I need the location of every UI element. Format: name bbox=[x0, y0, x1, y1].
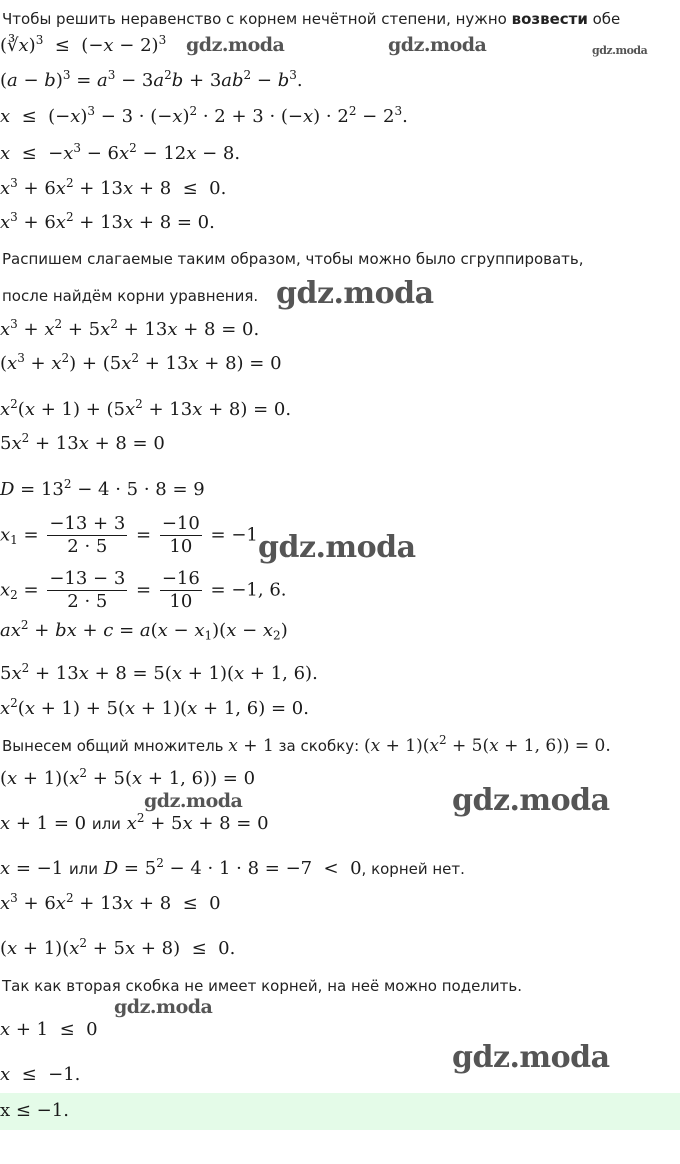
watermark: gdz.moda bbox=[452, 783, 610, 818]
factor-text: Вынесем общий множитель x + 1 за скобку: $(x + 1)(x^2 + 5(x + 1$, 6)) = 0. bbox=[2, 732, 611, 756]
group-text-line1: Распишем слагаемые таким образом, чтобы можно было сгруппировать, bbox=[2, 250, 584, 268]
equation-split: $x^3 + x^2 + 5x^2 + 13x + 8 = 0$. bbox=[0, 316, 260, 340]
equation-factored-partial: $x^2(x + 1) + (5x^2 + 13x + 8) = 0$. bbox=[0, 396, 292, 420]
watermark: gdz.moda bbox=[144, 790, 243, 812]
equation-x1: $x_1$ = $\frac{-13 + 3}{2 \cdot 5}$ = $\frac{-10}{10}$ = −1 bbox=[0, 513, 258, 557]
group-text-line2: после найдём корни уравнения. bbox=[2, 287, 259, 305]
equation-factor-formula: $ax^2$ + bx + $c = a(x - x_1)(x - x_2)$ bbox=[0, 617, 288, 643]
or-word: или bbox=[68, 860, 99, 878]
equation-factor-applied: $5x^2 + 13x + 8 = 5(x + 1)(x + 1$, 6). bbox=[0, 660, 318, 684]
equation-inequality-restate: $x^3 + 6x^2 + 13x + 8 \le 0$ bbox=[0, 890, 221, 914]
equation-x2: $x_2$ = $\frac{-13 - 3}{2 \cdot 5}$ = $\frac{-16}{10}$ = −1, 6. bbox=[0, 568, 287, 612]
watermark: gdz.moda bbox=[592, 44, 648, 57]
equation-discriminant: $D = 13^2 - 4 \cdot 5 \cdot 8 = 9$ bbox=[0, 476, 205, 500]
watermark: gdz.moda bbox=[276, 276, 434, 311]
equation-equality: $x^3 + 6x^2 + 13x + 8 = 0$. bbox=[0, 209, 215, 233]
watermark: gdz.moda bbox=[114, 996, 213, 1018]
divide-text: Так как вторая скобка не имеет корней, на неё можно поделить. bbox=[2, 977, 523, 995]
answer-box bbox=[0, 1093, 680, 1130]
equation-substituted: $x^2(x + 1) + 5(x + 1)(x + 1$, 6) = 0. bbox=[0, 695, 309, 719]
equation-common-factor: $(x + 1)(x^2 + 5(x + 1$, 6)) = 0 bbox=[0, 765, 256, 789]
equation-cases: x + 1 = 0 или $x^2 + 5x + 8 = 0$ bbox=[0, 810, 269, 834]
answer-text: x ≤ −1. bbox=[0, 1100, 69, 1121]
equation-simplified: $x \le -x^3 - 6x^2 - 12x - 8$. bbox=[0, 140, 241, 164]
no-roots-text: , корней нет. bbox=[361, 860, 465, 878]
intro-text: Чтобы решить неравенство с корнем нечётной степени, нужно возвести обе bbox=[2, 10, 621, 28]
or-word: или bbox=[91, 815, 121, 833]
watermark: gdz.moda bbox=[452, 1040, 610, 1075]
equation-cube-formula: $(a - b)^3 = a^3 - 3a^2b + 3ab^2 - b^3$. bbox=[0, 67, 303, 91]
equation-roots: x = −1 или $D = 5^2 - 4 \cdot 1 \cdot 8 = -7 < 0$, корней нет. bbox=[0, 855, 465, 879]
equation-cube-both-sides: (∛x)$^3$ ≤ $(-x - 2)^3$ bbox=[0, 32, 167, 56]
equation-expand: $x \le (-x)^3 - 3 \cdot (-x)^2 \cdot 2 + 3 \cdot (-x) \cdot 2^2 - 2^3$. bbox=[0, 103, 408, 127]
equation-result: x ≤ −1. bbox=[0, 1064, 81, 1085]
watermark: gdz.moda bbox=[388, 34, 487, 56]
equation-quadratic: $5x^2 + 13x + 8 = 0$ bbox=[0, 430, 165, 454]
equation-inequality: $x^3 + 6x^2 + 13x + 8 \le 0$. bbox=[0, 175, 227, 199]
equation-factored-inequality: $(x + 1)(x^2 + 5x + 8) \le 0$. bbox=[0, 935, 236, 959]
equation-grouped: $(x^3 + x^2) + (5x^2 + 13x + 8) = 0$ bbox=[0, 350, 282, 374]
watermark: gdz.moda bbox=[186, 34, 285, 56]
equation-linear: x + 1 ≤ 0 bbox=[0, 1019, 98, 1040]
watermark: gdz.moda bbox=[258, 530, 416, 565]
